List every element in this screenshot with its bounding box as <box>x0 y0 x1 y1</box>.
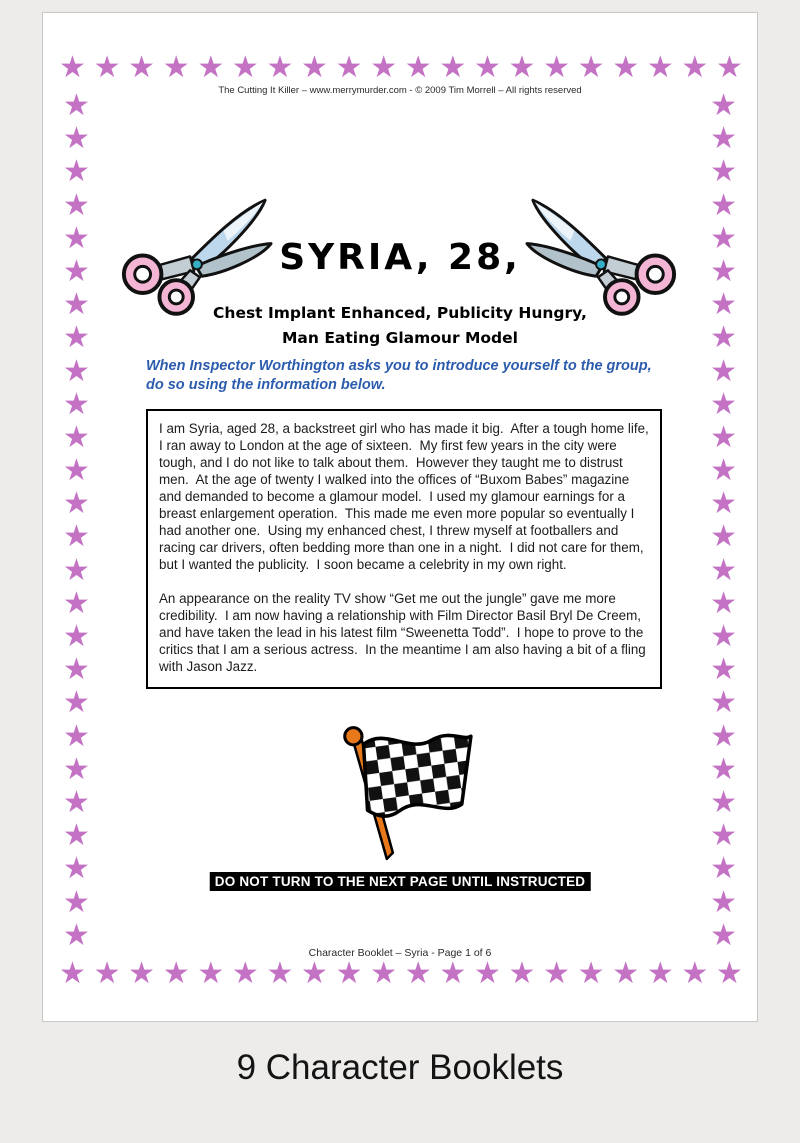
star-icon: ★ <box>681 50 709 85</box>
star-icon: ★ <box>710 154 737 190</box>
star-icon: ★ <box>439 50 467 85</box>
star-icon: ★ <box>231 956 259 991</box>
star-icon: ★ <box>162 50 190 85</box>
star-icon: ★ <box>710 320 737 356</box>
star-icon: ★ <box>473 50 501 85</box>
star-icon: ★ <box>63 353 90 389</box>
star-icon: ★ <box>404 50 432 85</box>
star-icon: ★ <box>63 320 90 356</box>
star-icon: ★ <box>63 652 90 688</box>
star-icon: ★ <box>231 50 259 85</box>
star-icon: ★ <box>370 50 398 85</box>
star-icon: ★ <box>508 50 536 85</box>
star-icon: ★ <box>128 956 156 991</box>
star-icon: ★ <box>59 50 86 85</box>
star-icon: ★ <box>710 353 737 389</box>
subtitle-line-1: Chest Implant Enhanced, Publicity Hungry, <box>213 304 587 322</box>
star-icon: ★ <box>63 220 90 256</box>
star-icon: ★ <box>715 956 743 991</box>
copyright-line: The Cutting It Killer – www.merrymurder.com - © 2009 Tim Morrell – All rights reserved <box>218 85 582 96</box>
booklet-page <box>42 12 758 1022</box>
screenshot-root <box>0 12 800 1143</box>
star-icon: ★ <box>710 818 737 854</box>
star-icon: ★ <box>710 187 737 223</box>
star-icon: ★ <box>710 619 737 654</box>
star-icon: ★ <box>612 956 640 991</box>
bio-paragraph-1: I am Syria, aged 28, a backstreet girl who has made it big. After a tough home life, I ran away to London at the age of sixteen. My first few years in the city were tough, and I do not like to talk about them. However they taught me to distrust men. At the age of twenty I walked into the offices of “Buxom Babes” magazine and demanded to become a glamour model. I used my glamour earnings for a breast enlargement operation. This made me even more popular so eventually I had another one. Using my enhanced chest, I threw myself at footballers and racing car drivers, often bedding more than one in a night. I did not care for them, but I wanted the publicity. I soon became a celebrity in my own right. <box>159 421 653 573</box>
star-border-bottom <box>59 956 743 991</box>
star-icon: ★ <box>63 519 90 555</box>
star-icon: ★ <box>710 917 737 953</box>
star-icon: ★ <box>710 220 737 256</box>
star-icon: ★ <box>710 121 737 157</box>
star-icon: ★ <box>508 956 536 991</box>
star-icon: ★ <box>473 956 501 991</box>
star-icon: ★ <box>439 956 467 991</box>
star-icon: ★ <box>63 121 90 157</box>
star-icon: ★ <box>710 287 737 323</box>
star-icon: ★ <box>710 453 737 489</box>
star-icon: ★ <box>612 50 640 85</box>
star-icon: ★ <box>681 956 709 991</box>
star-icon: ★ <box>577 50 605 85</box>
star-icon: ★ <box>63 718 90 754</box>
star-icon: ★ <box>93 956 121 991</box>
star-icon: ★ <box>63 253 90 289</box>
instruction-text: When Inspector Worthington asks you to introduce yourself to the group, do so using the information below. <box>146 358 652 393</box>
star-icon: ★ <box>710 718 737 754</box>
star-icon: ★ <box>63 784 90 820</box>
character-subtitle <box>43 301 757 356</box>
character-title: SYRIA, 28, <box>279 237 521 278</box>
star-border-left <box>63 88 90 953</box>
star-icon: ★ <box>710 419 737 455</box>
star-icon: ★ <box>266 956 294 991</box>
star-border-top <box>59 50 743 85</box>
star-icon: ★ <box>63 154 90 190</box>
page-footer: Character Booklet – Syria - Page 1 of 6 <box>308 947 492 959</box>
star-icon: ★ <box>63 419 90 455</box>
star-icon: ★ <box>710 751 737 787</box>
star-icon: ★ <box>543 956 570 991</box>
star-icon: ★ <box>335 956 363 991</box>
star-icon: ★ <box>59 956 86 991</box>
warning-banner: DO NOT TURN TO THE NEXT PAGE UNTIL INSTRUCTED <box>210 872 591 891</box>
star-icon: ★ <box>63 486 90 522</box>
star-icon: ★ <box>710 685 737 721</box>
star-icon: ★ <box>63 585 90 621</box>
star-icon: ★ <box>710 784 737 820</box>
star-icon: ★ <box>63 187 90 223</box>
star-icon: ★ <box>710 88 737 123</box>
star-icon: ★ <box>63 552 90 588</box>
star-icon: ★ <box>646 50 674 85</box>
star-icon: ★ <box>577 956 605 991</box>
star-icon: ★ <box>266 50 294 85</box>
star-icon: ★ <box>710 253 737 289</box>
star-icon: ★ <box>93 50 121 85</box>
star-icon: ★ <box>63 751 90 787</box>
star-icon: ★ <box>646 956 674 991</box>
star-icon: ★ <box>162 956 190 991</box>
star-icon: ★ <box>710 652 737 688</box>
star-icon: ★ <box>63 851 90 887</box>
star-icon: ★ <box>128 50 156 85</box>
star-icon: ★ <box>63 685 90 721</box>
star-icon: ★ <box>63 884 90 920</box>
star-icon: ★ <box>197 956 225 991</box>
star-icon: ★ <box>710 585 737 621</box>
star-icon: ★ <box>710 519 737 555</box>
star-icon: ★ <box>301 50 328 85</box>
star-icon: ★ <box>197 50 225 85</box>
subtitle-line-2: Man Eating Glamour Model <box>282 328 518 347</box>
star-icon: ★ <box>63 88 90 123</box>
star-icon: ★ <box>710 884 737 920</box>
star-icon: ★ <box>63 453 90 489</box>
star-border-right <box>710 88 737 953</box>
star-icon: ★ <box>63 386 90 422</box>
star-icon: ★ <box>63 619 90 654</box>
star-icon: ★ <box>710 552 737 588</box>
star-icon: ★ <box>335 50 363 85</box>
star-icon: ★ <box>370 956 398 991</box>
star-icon: ★ <box>63 818 90 854</box>
image-caption: 9 Character Booklets <box>236 1048 564 1087</box>
star-icon: ★ <box>404 956 432 991</box>
star-icon: ★ <box>710 851 737 887</box>
star-icon: ★ <box>543 50 570 85</box>
star-icon: ★ <box>710 386 737 422</box>
bio-paragraph-2: An appearance on the reality TV show “Get me out the jungle” gave me more credibility. I am now having a relationship with Film Director Basil Bryl De Creem, and have taken the lead in his latest film “Sweenetta Todd”. I hope to prove to the critics that I am a serious actress. In the meantime I am also having a bit of a fling with Jason Jazz. <box>159 591 650 675</box>
star-icon: ★ <box>63 917 90 953</box>
star-icon: ★ <box>715 50 743 85</box>
star-icon: ★ <box>301 956 328 991</box>
bio-box <box>146 409 662 689</box>
checkered-flag-icon <box>326 717 478 869</box>
star-icon: ★ <box>63 287 90 323</box>
star-icon: ★ <box>710 486 737 522</box>
